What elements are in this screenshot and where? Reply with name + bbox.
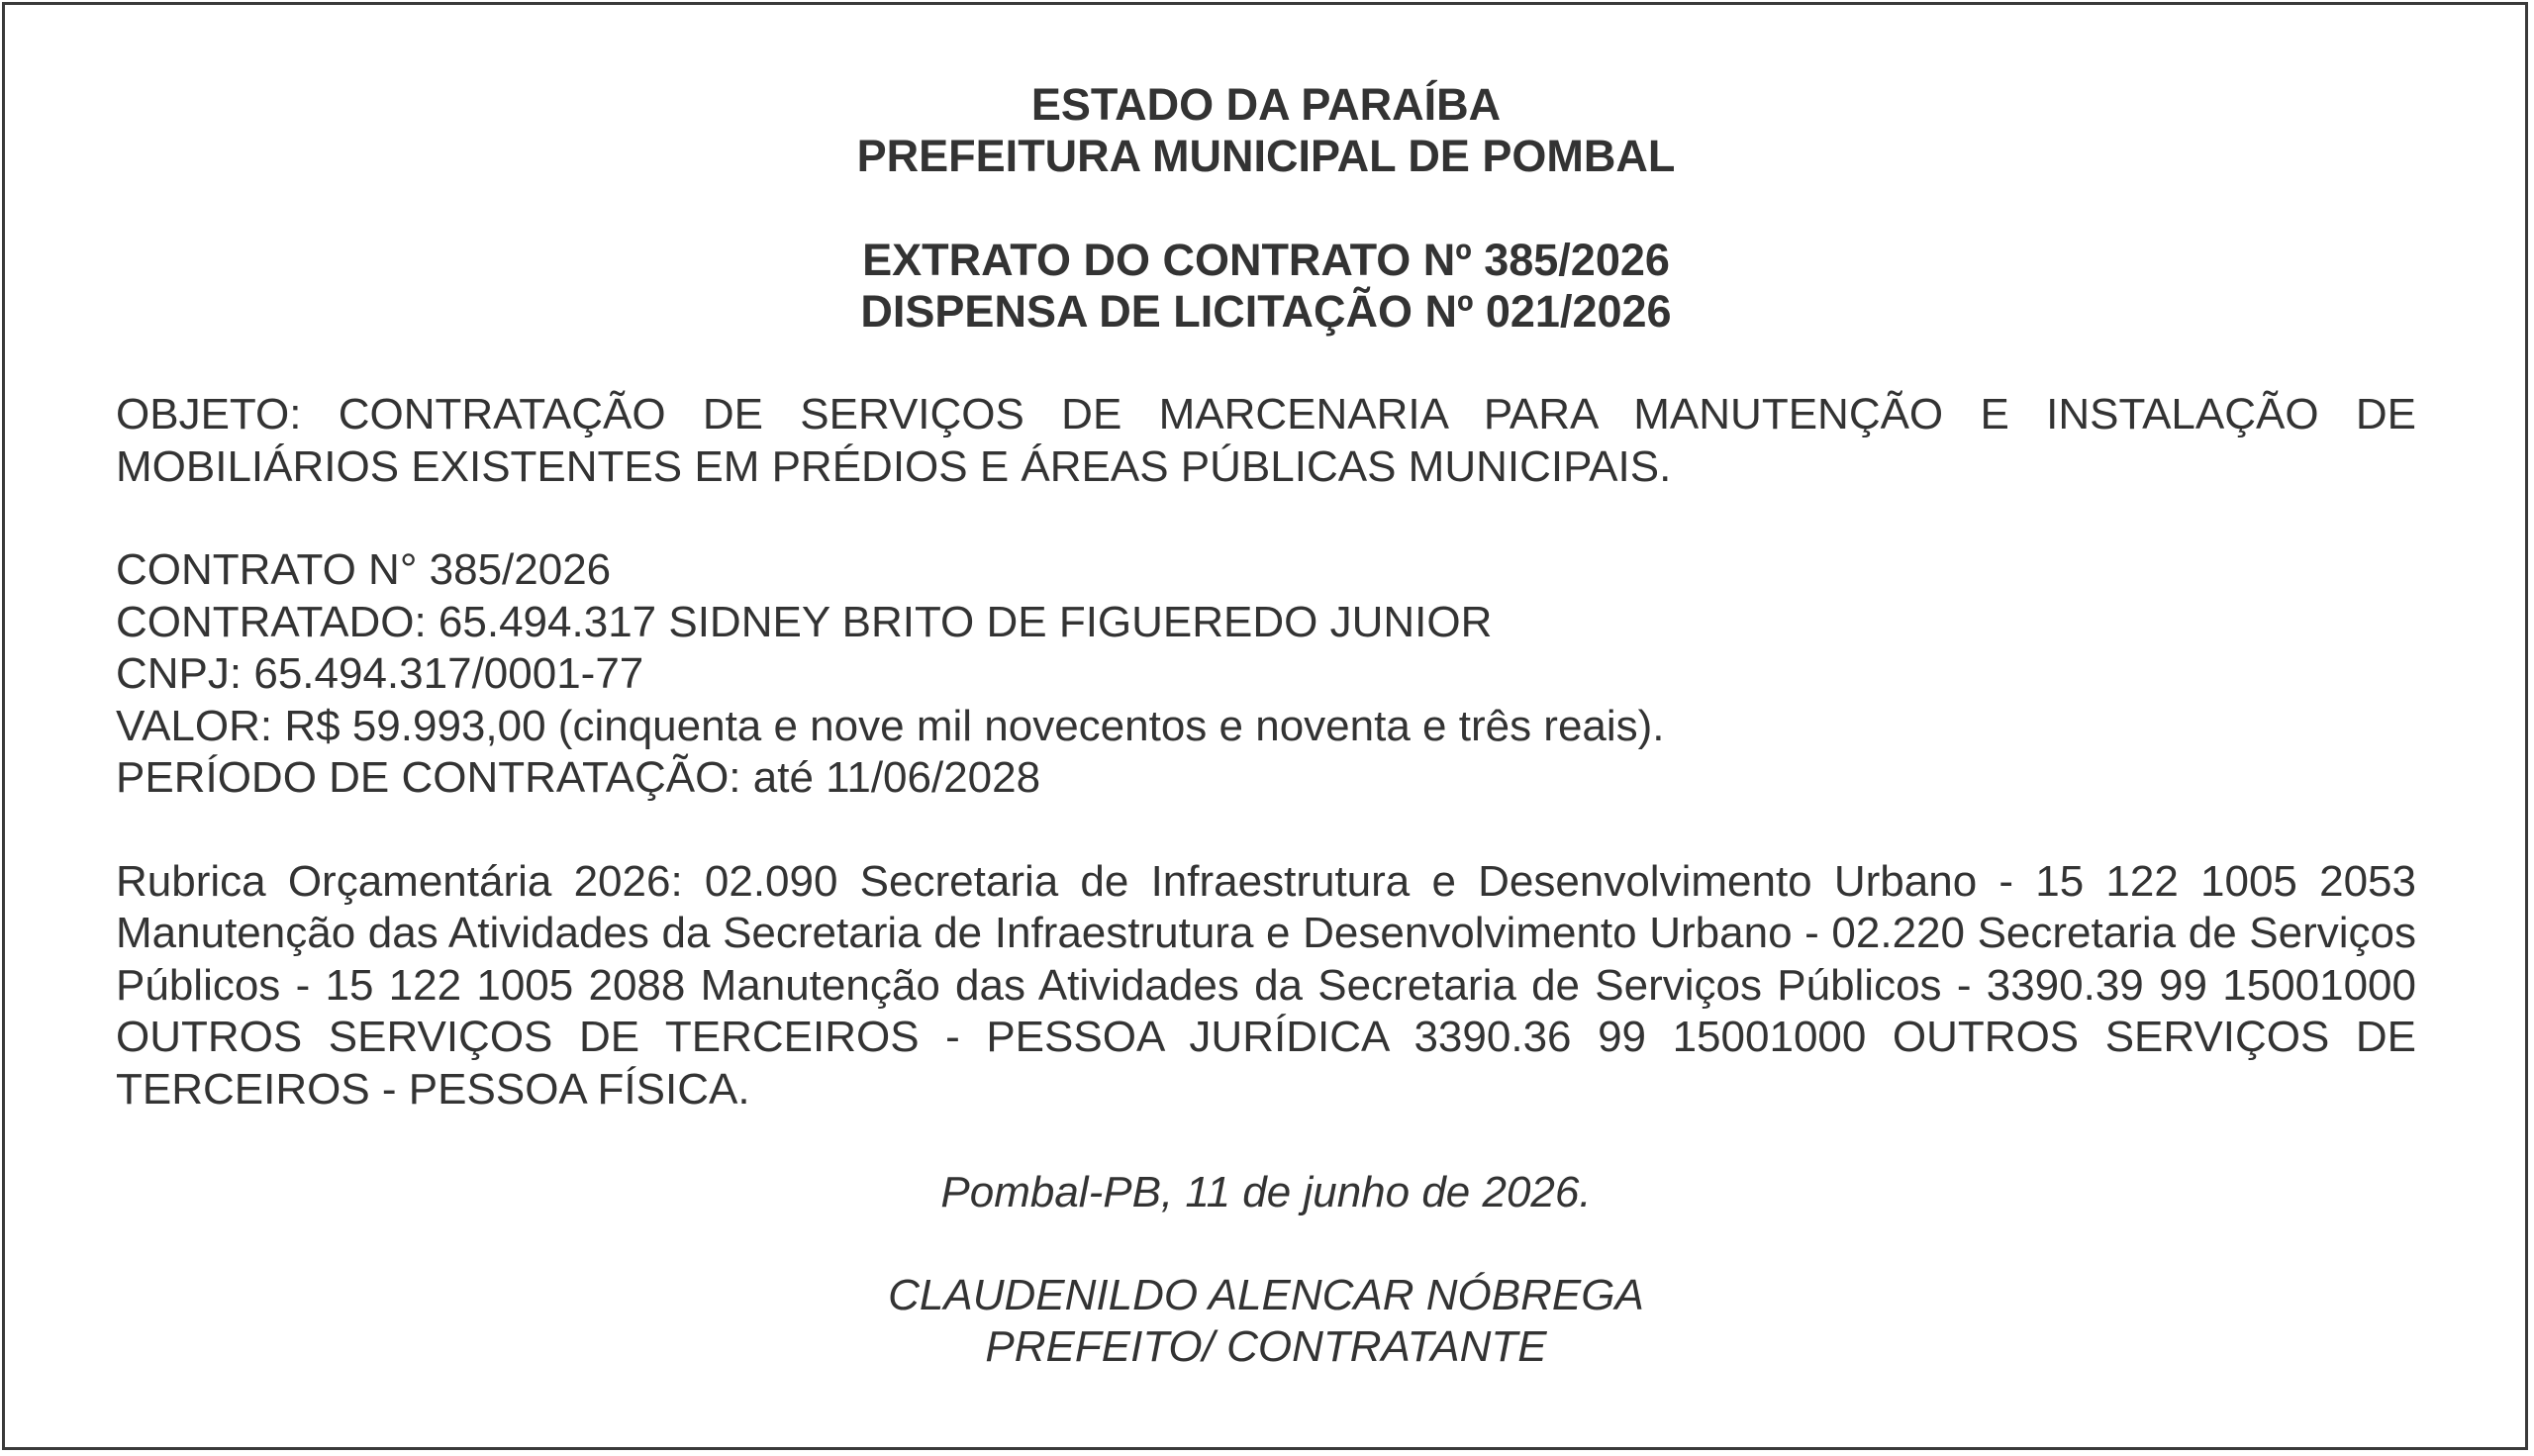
rubrica-paragraph: Rubrica Orçamentária 2026: 02.090 Secretaria de Infraestrutura e Desenvolvimento Urbano - 15 122 1005 2053 Manutenção das Atividades da Secretaria de Infraestrutura e Desenvolvimento Urbano - 02.220 Secretaria de Serviços Públicos - 15 122 1005 2088 Manutenção das Atividades da Secretaria de Serviços Públicos - 3390.39 99 15001000 OUTROS SERVIÇOS DE TERCEIROS - PESSOA JURÍDICA 3390.36 99 15001000 OUTROS SERVIÇOS DE TERCEIROS - PESSOA FÍSICA.: [116, 856, 2416, 1114]
contracted-party: CONTRATADO: 65.494.317 SIDNEY BRITO DE FIGUEREDO JUNIOR: [116, 597, 1493, 646]
contract-number: CONTRATO N° 385/2026: [116, 545, 612, 594]
contract-value: VALOR: R$ 59.993,00 (cinquenta e nove mil novecentos e noventa e três reais).: [116, 701, 1665, 750]
objeto-paragraph: OBJETO: CONTRATAÇÃO DE SERVIÇOS DE MARCENARIA PARA MANUTENÇÃO E INSTALAÇÃO DE MOBILIÁRIOS EXISTENTES EM PRÉDIOS E ÁREAS PÚBLICAS MUNICIPAIS.: [116, 390, 2416, 491]
contract-extract-document: [116, 79, 2416, 1373]
contract-details: [116, 544, 2416, 805]
signer-role: PREFEITO/ CONTRATANTE: [985, 1322, 1547, 1371]
place-date: Pombal-PB, 11 de junho de 2026.: [940, 1168, 1592, 1216]
cnpj: CNPJ: 65.494.317/0001-77: [116, 649, 644, 698]
signature-block: [116, 1270, 2416, 1373]
contract-period: PERÍODO DE CONTRATAÇÃO: até 11/06/2028: [116, 753, 1041, 802]
dispensa-title: DISPENSA DE LICITAÇÃO Nº 021/2026: [860, 286, 1672, 337]
prefecture-name: PREFEITURA MUNICIPAL DE POMBAL: [856, 131, 1676, 181]
document-titles: [116, 235, 2416, 338]
state-name: ESTADO DA PARAÍBA: [1030, 79, 1502, 130]
contract-extract-title: EXTRATO DO CONTRATO Nº 385/2026: [862, 235, 1670, 285]
signer-name: CLAUDENILDO ALENCAR NÓBREGA: [888, 1271, 1644, 1319]
document-header: [116, 79, 2416, 182]
